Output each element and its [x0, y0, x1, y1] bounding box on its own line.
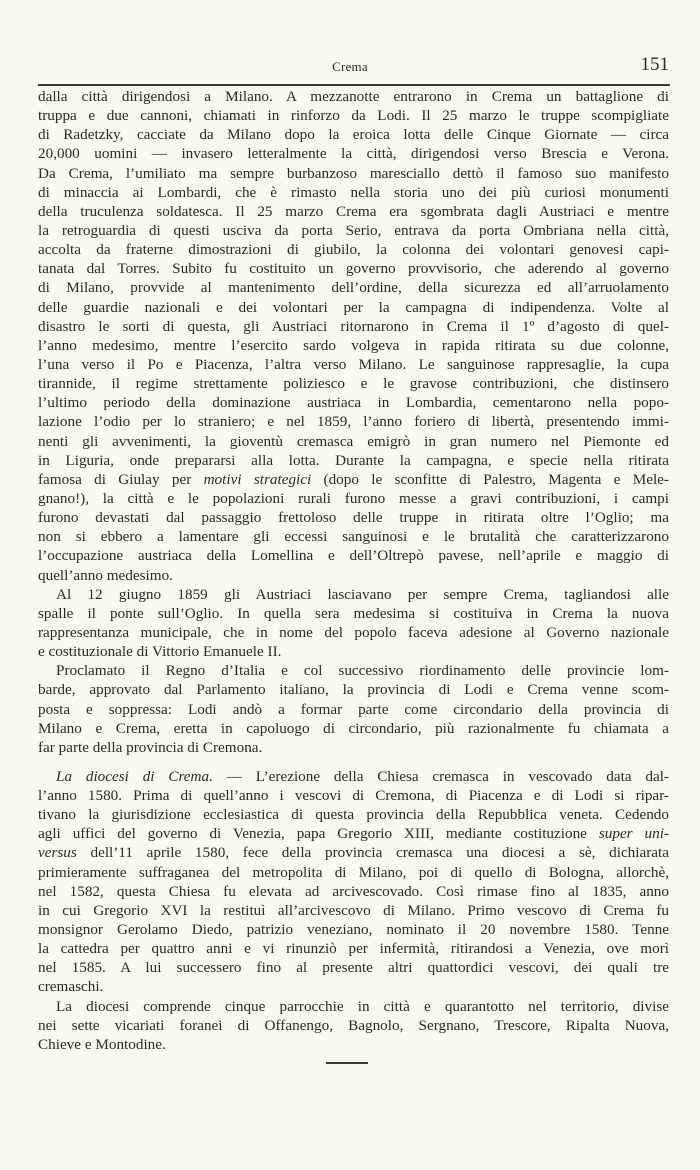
italic-text: versus: [38, 844, 77, 862]
text-line: gnano!), la città e le popolazioni rurali furono messe a gravi contribuzioni, i campi: [38, 489, 669, 507]
text-line: Proclamato il Regno d’Italia e col successivo riordinamento delle provincie lom-: [56, 662, 669, 680]
text-line: non si ebbero a lamentare gli eccessi sanguinosi e le brutalità che caratterizzarono: [38, 528, 669, 546]
italic-text: La diocesi di Crema.: [56, 767, 213, 785]
text-line: l’una verso il Po e Piacenza, l’altra verso Milano. Le sanguinose rappresaglie, la cupa: [38, 355, 669, 373]
text-line: furono devastati dal passaggio frettoloso delle truppe in ritirata oltre l’Oglio; ma: [38, 509, 669, 527]
italic-text: super uni-: [598, 825, 669, 843]
text-line: disastro le sorti di questa, gli Austriaci ritornarono in Crema il 1º d’agosto di quel-: [38, 317, 669, 335]
text-line: Da Crema, l’umiliato ma sempre burbanzoso maresciallo dettò il famoso suo manifesto: [38, 164, 669, 182]
text-line: nel 1582, questa Chiesa fu elevata ad arcivescovado. Così rimase fino al 1835, anno: [38, 882, 669, 900]
page-number: 151: [640, 54, 669, 75]
text-segment: dell’11 aprile 1580, fece della provincia cremasca una diocesi a sè, dichiarata: [76, 844, 669, 862]
paragraph: [38, 87, 669, 585]
text-line: cremaschi.: [38, 978, 104, 996]
text-line: [38, 824, 669, 843]
text-line: in cui Gregorio XVI la restituì all’arcivescovo di Milano. Primo vescovo di Crema fu: [38, 901, 669, 919]
text-line: Chieve e Montodine.: [38, 1035, 166, 1053]
text-line: truppa e due cannoni, chiamati in rinforzo da Lodi. Il 25 marzo le truppe scompigliate: [38, 107, 669, 125]
text-line: nel 1585. A lui successero fino al presente altri quattordici vescovi, dei quali tre: [38, 959, 669, 977]
text-segment: — L’erezione della Chiesa cremasca in vescovado data dal-: [212, 767, 669, 785]
text-line: barde, approvato dal Parlamento italiano, la provincia di Lodi e Crema venne scom-: [38, 681, 669, 699]
text-line: nei sette vicariati foranei di Offanengo, Bagnolo, Sergnano, Trescore, Ripalta Nuova,: [38, 1016, 669, 1034]
text-line: delle guardie nazionali e dei volontari per la campagna di indipendenza. Volte al: [38, 298, 669, 316]
text-line: l’anno medesimo, mentre l’esercito sardo volgeva in rapida ritirata su due colonne,: [38, 336, 669, 354]
text-line: la cattedra per quattro anni e vi rinunziò per infermità, ritirandosi a Venezia, ove morì: [38, 940, 669, 958]
header-rule: [38, 84, 670, 86]
text-line: di Radetzky, cacciate da Milano dopo la eroica lotta delle Cinque Giornate — circa: [38, 126, 669, 144]
text-line: far parte della provincia di Cremona.: [38, 738, 263, 756]
italic-text: motivi strategici: [203, 470, 312, 488]
section-end-rule: [326, 1062, 368, 1064]
paragraph: [38, 997, 669, 1054]
text-line: tivano la giurisdizione ecclesiastica di questa provincia della Repubblica veneta. Cedendo: [38, 806, 669, 824]
running-header-title: Crema: [332, 59, 368, 74]
text-line: La diocesi comprende cinque parrocchie in città e quarantotto nel territorio, divise: [56, 997, 669, 1015]
text-line: [38, 470, 669, 489]
text-line: tirannide, il regime strettamente poliziesco e le gravose contribuzioni, che distinsero: [38, 375, 669, 393]
text-line: [38, 843, 669, 862]
text-line: rappresentanza municipale, che in nome del popolo faceva adesione al Governo nazionale: [38, 623, 669, 641]
text-line: 20,000 uomini — invasero letteralmente la città, dirigendosi verso Brescia e Verona.: [38, 145, 669, 163]
paragraph: [38, 767, 669, 997]
text-line: lazione l’odio per lo straniero; e nel 1859, l’anno foriero di libertà, presentendo immi-: [38, 413, 669, 431]
text-line: quell’anno medesimo.: [38, 566, 173, 584]
text-line: tanata dal Torres. Subito fu costituito un governo provvisorio, che aderendo al governo: [38, 260, 669, 278]
text-segment: agli uffici del governo di Venezia, papa Gregorio XIII, mediante costituzione: [38, 825, 599, 843]
text-line: Milano e Crema, eretta in capoluogo di circondario, più razionalmente fu chiamata a: [38, 719, 669, 737]
text-line: l’ultimo periodo della dominazione austriaca in Lombardia, cementarono nella popo-: [38, 394, 669, 412]
text-line: spalle il ponte sull’Oglio. In quella sera medesima si costituiva in Crema la nuova: [38, 604, 669, 622]
text-line: la retroguardia di questi usciva da porta Serio, entrava da porta Ombriana nella città,: [38, 221, 669, 239]
text-line: in Liguria, onde prepararsi alla lotta. Durante la campagna, e specie nella ritirata: [38, 451, 669, 469]
text-line: nenti gli avvenimenti, la gioventù cremasca emigrò in gran numero nel Piemonte ed: [38, 432, 669, 450]
text-line: posta e soppressa: Lodi andò a formar parte come circondario della provincia di: [38, 700, 669, 718]
text-line: primieramente suffraganea del metropolita di Milano, poi di quello di Bologna, allorchè,: [38, 863, 669, 881]
paragraph: [38, 585, 669, 662]
text-line: dalla città dirigendosi a Milano. A mezzanotte entrarono in Crema un battaglione di: [38, 88, 669, 105]
text-line: di Milano, provvide al mantenimento dell’ordine, della sicurezza ed all’arruolamento: [38, 279, 669, 297]
body-text: [38, 87, 669, 1054]
text-line: Al 12 giugno 1859 gli Austriaci lasciavano per sempre Crema, tagliandosi alle: [56, 585, 669, 603]
text-line: monsignor Gerolamo Diedo, patrizio veneziano, nominato il 20 novembre 1580. Tenne: [38, 921, 669, 939]
text-segment: (dopo le sconfitte di Palestro, Magenta e Mele-: [311, 470, 669, 488]
text-line: l’occupazione austriaca della Lomellina e dell’Oltrepò pavese, nell’aprile e maggio di: [38, 547, 669, 565]
text-line: [38, 767, 669, 786]
text-line: di minaccia ai Lombardi, che è rimasto nella storia uno dei più curiosi monumenti: [38, 183, 669, 201]
text-line: della truculenza soldatesca. Il 25 marzo Crema era sgombrata dagli Austriaci e mentre: [38, 202, 669, 220]
text-segment: famosa di Giulay per: [38, 470, 204, 488]
text-line: accolta da fraterne dimostrazioni di giubilo, la colonna dei volontari genovesi capi-: [38, 241, 669, 259]
paragraph: [38, 661, 669, 757]
text-line: l’anno 1580. Prima di quell’anno i vescovi di Cremona, di Piacenza e di Lodi si ripar-: [38, 787, 669, 805]
text-line: e costituzionale di Vittorio Emanuele II.: [38, 643, 282, 661]
